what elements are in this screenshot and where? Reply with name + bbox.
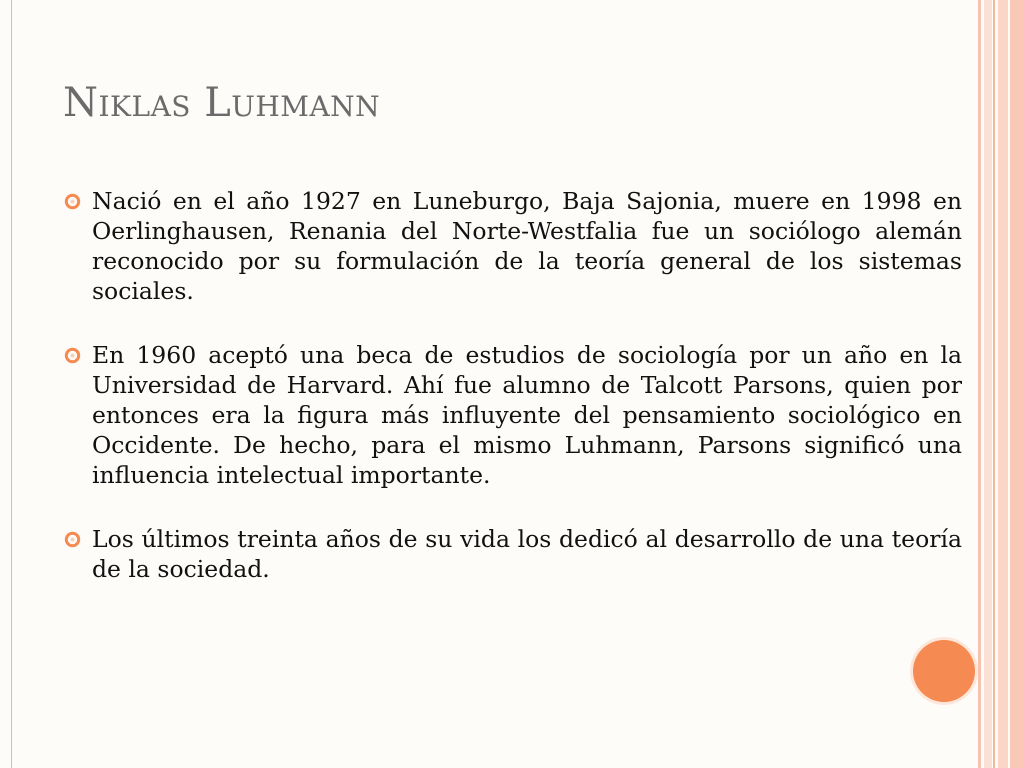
bullet-text: En 1960 aceptó una beca de estudios de sociología por un año en la Universidad de Harvard. Ahí fue alumno de Talcott Parsons, quien por entonces era la figura más influyente del pensamiento sociológico en Occidente. De hecho, para el mismo Luhmann, Parsons significó una influencia intelectual importante.	[92, 341, 962, 489]
bullet-item	[64, 186, 962, 306]
left-border-decoration	[0, 0, 12, 768]
bullet-icon	[64, 193, 81, 210]
orange-circle-decoration	[913, 640, 975, 702]
bullet-text: Los últimos treinta años de su vida los dedicó al desarrollo de una teoría de la sociedad.	[92, 525, 962, 583]
right-stripe-decoration	[978, 0, 981, 768]
right-stripe-decoration	[993, 0, 995, 768]
bullet-item	[64, 524, 962, 584]
right-stripe-decoration	[998, 0, 1008, 768]
bullet-icon	[64, 531, 81, 548]
right-stripe-decoration	[1010, 0, 1024, 768]
bullet-item	[64, 340, 962, 490]
slide-title: Niklas Luhmann	[63, 80, 381, 126]
bullet-list	[64, 186, 962, 618]
right-stripe-decoration	[984, 0, 992, 768]
bullet-icon	[64, 347, 81, 364]
bullet-text: Nació en el año 1927 en Luneburgo, Baja Sajonia, muere en 1998 en Oerlinghausen, Renania del Norte-Westfalia fue un sociólogo alemán reconocido por su formulación de la teoría general de los sistemas sociales.	[92, 187, 962, 305]
